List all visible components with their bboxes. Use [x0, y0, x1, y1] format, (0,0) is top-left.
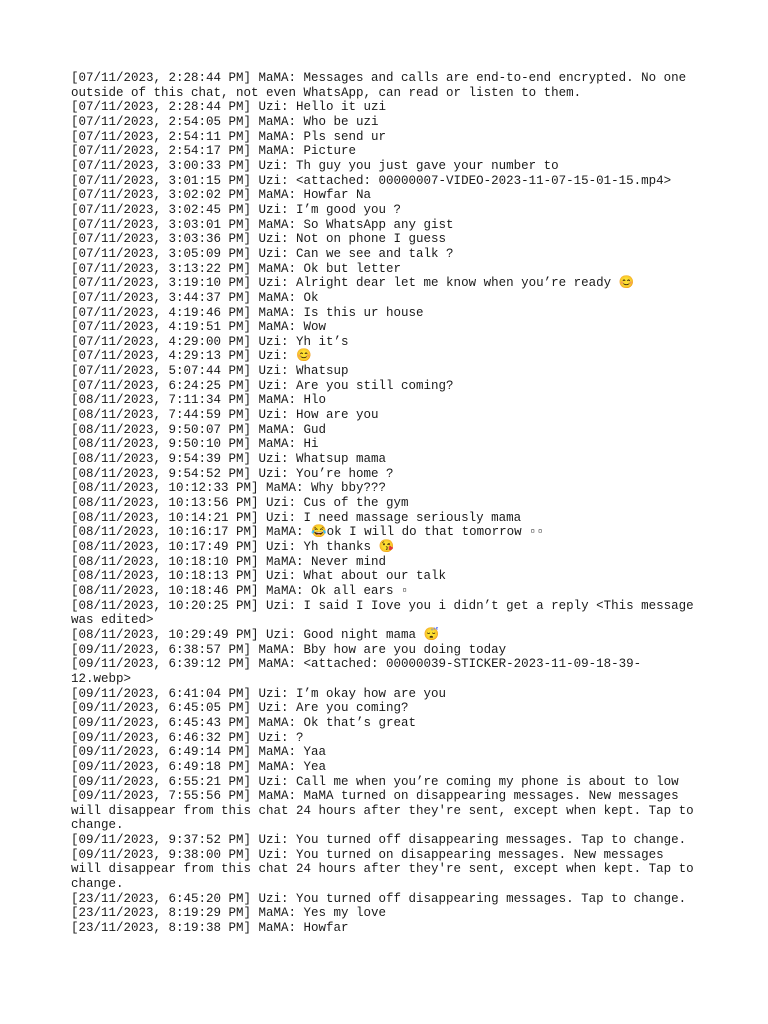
message-line: [08/11/2023, 10:16:17 PM] MaMA: 😂ok I will do that tomorrow ▫▫ [71, 525, 545, 540]
message-line: [07/11/2023, 4:19:46 PM] MaMA: Is this ur house [71, 305, 424, 320]
message-line: [07/11/2023, 3:03:36 PM] Uzi: Not on phone I guess [71, 232, 447, 247]
message-line: [08/11/2023, 10:17:49 PM] Uzi: Yh thanks 😘 [71, 540, 395, 554]
message-line: [08/11/2023, 10:12:33 PM] MaMA: Why bby??? [71, 481, 387, 496]
message-line: [07/11/2023, 4:19:51 PM] MaMA: Wow [71, 320, 327, 335]
message-line: [07/11/2023, 3:01:15 PM] Uzi: <attached: 00000007-VIDEO-2023-11-07-15-01-15.mp4> [71, 173, 672, 188]
message-line: [08/11/2023, 10:14:21 PM] Uzi: I need massage seriously mama [71, 510, 522, 525]
message-line: [07/11/2023, 3:00:33 PM] Uzi: Th guy you just gave your number to [71, 158, 559, 173]
message-line: [07/11/2023, 2:54:05 PM] MaMA: Who be uzi [71, 114, 379, 129]
message-line: [08/11/2023, 10:18:13 PM] Uzi: What about our talk [71, 569, 447, 584]
message-line: [08/11/2023, 9:50:10 PM] MaMA: Hi [71, 437, 319, 452]
message-line: [09/11/2023, 6:45:43 PM] MaMA: Ok that’s great [71, 715, 417, 730]
message-line: [07/11/2023, 3:02:45 PM] Uzi: I’m good you ? [71, 202, 402, 217]
message-line: [09/11/2023, 6:38:57 PM] MaMA: Bby how are you doing today [71, 642, 507, 657]
message-line: [09/11/2023, 6:49:18 PM] MaMA: Yea [71, 759, 327, 774]
message-line: [23/11/2023, 8:19:38 PM] MaMA: Howfar [71, 921, 349, 936]
message-line: [09/11/2023, 6:45:05 PM] Uzi: Are you coming? [71, 701, 409, 716]
message-line: [09/11/2023, 9:38:00 PM] Uzi: You turned on disappearing messages. New messages will disappear from this chat 24 hours after they're sent, except when kept. Tap to change. [71, 847, 702, 892]
chat-transcript [71, 71, 701, 936]
message-line: [09/11/2023, 6:46:32 PM] Uzi: ? [71, 730, 304, 745]
message-line: [07/11/2023, 2:28:44 PM] MaMA: Messages and calls are end-to-end encrypted. No one outside of this chat, not even WhatsApp, can read or listen to them. [71, 71, 694, 100]
message-line: [08/11/2023, 10:18:10 PM] MaMA: Never mind [71, 554, 387, 569]
message-line: [07/11/2023, 2:54:17 PM] MaMA: Picture [71, 144, 357, 159]
message-line: [07/11/2023, 6:24:25 PM] Uzi: Are you still coming? [71, 378, 454, 393]
message-line: [07/11/2023, 3:05:09 PM] Uzi: Can we see and talk ? [71, 246, 454, 261]
message-line: [07/11/2023, 5:07:44 PM] Uzi: Whatsup [71, 364, 349, 379]
message-line: [07/11/2023, 2:54:11 PM] MaMA: Pls send ur [71, 129, 387, 144]
message-line: [09/11/2023, 6:41:04 PM] Uzi: I’m okay how are you [71, 686, 447, 701]
message-line: [08/11/2023, 7:44:59 PM] Uzi: How are you [71, 408, 379, 423]
message-line: [07/11/2023, 3:13:22 PM] MaMA: Ok but letter [71, 261, 402, 276]
message-line: [09/11/2023, 7:55:56 PM] MaMA: MaMA turned on disappearing messages. New messages will disappear from this chat 24 hours after they're sent, except when kept. Tap to change. [71, 789, 702, 833]
message-line: [07/11/2023, 3:02:02 PM] MaMA: Howfar Na [71, 188, 372, 203]
message-line: [08/11/2023, 10:20:25 PM] Uzi: I said I Iove you i didn’t get a reply <This message was edited> [71, 598, 702, 628]
message-line: [09/11/2023, 6:39:12 PM] MaMA: <attached: 00000039-STICKER-2023-11-09-18-39-12.webp> [71, 657, 642, 686]
message-line: [07/11/2023, 3:03:01 PM] MaMA: So WhatsApp any gist [71, 217, 454, 232]
message-line: [07/11/2023, 2:28:44 PM] Uzi: Hello it uzi [71, 100, 387, 115]
message-line: [23/11/2023, 6:45:20 PM] Uzi: You turned off disappearing messages. Tap to change. [71, 891, 687, 906]
message-line: [08/11/2023, 10:13:56 PM] Uzi: Cus of the gym [71, 496, 409, 511]
message-line: [07/11/2023, 3:44:37 PM] MaMA: Ok [71, 290, 319, 305]
message-line: [09/11/2023, 6:49:14 PM] MaMA: Yaa [71, 745, 327, 760]
message-line: [07/11/2023, 4:29:00 PM] Uzi: Yh it’s [71, 334, 349, 349]
message-line: [08/11/2023, 9:54:39 PM] Uzi: Whatsup mama [71, 452, 387, 467]
message-line: [08/11/2023, 10:18:46 PM] MaMA: Ok all ears ▫ [71, 583, 409, 598]
message-line: [23/11/2023, 8:19:29 PM] MaMA: Yes my love [71, 906, 387, 921]
message-line: [09/11/2023, 6:55:21 PM] Uzi: Call me when you’re coming my phone is about to low [71, 774, 679, 789]
message-line: [07/11/2023, 4:29:13 PM] Uzi: 😊 [71, 349, 312, 364]
message-line: [08/11/2023, 9:54:52 PM] Uzi: You’re home ? [71, 466, 394, 481]
message-line: [07/11/2023, 3:19:10 PM] Uzi: Alright dear let me know when you’re ready 😊 [71, 276, 635, 291]
message-line: [08/11/2023, 10:29:49 PM] Uzi: Good night mama 😴 [71, 627, 440, 642]
message-line: [09/11/2023, 9:37:52 PM] Uzi: You turned off disappearing messages. Tap to change. [71, 833, 687, 848]
message-line: [08/11/2023, 7:11:34 PM] MaMA: Hlo [71, 393, 327, 408]
message-line: [08/11/2023, 9:50:07 PM] MaMA: Gud [71, 422, 327, 437]
